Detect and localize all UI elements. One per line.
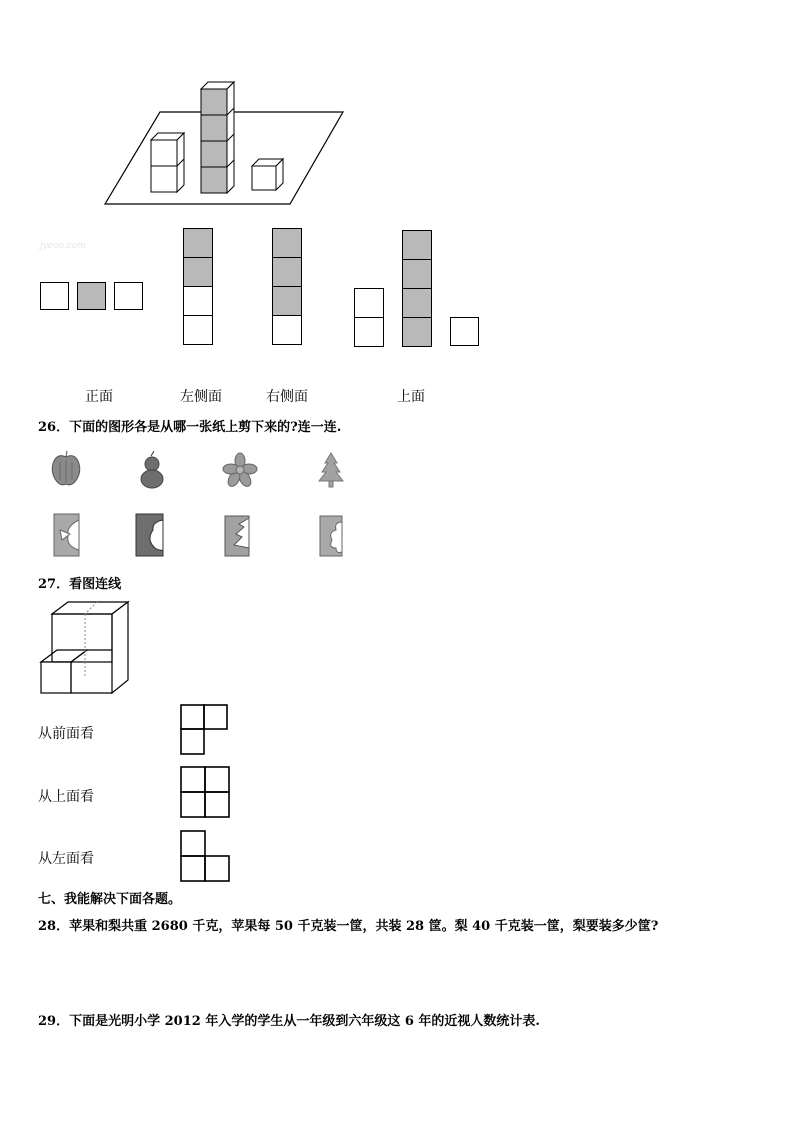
grid-left-view xyxy=(180,830,232,884)
section-7-heading: 七、我能解决下面各题。 xyxy=(38,892,182,907)
question-29: 29．下面是光明小学 2012 年入学的学生从一年级到六年级这 6 年的近视人数统计表. xyxy=(38,1014,540,1029)
question-27: 27．看图连线 xyxy=(38,577,122,592)
front-view-text: 从前面看 xyxy=(38,726,94,742)
grid-top-view xyxy=(180,766,232,820)
left-view-text: 从左面看 xyxy=(38,851,94,867)
left-view-label: 左侧面 xyxy=(180,389,222,405)
right-view-label: 右侧面 xyxy=(266,389,308,405)
grid-front-view xyxy=(180,704,230,756)
question-28: 28．苹果和梨共重 2680 千克，苹果每 50 千克装一筐，共装 28 筐。梨 40 千克装一筐，梨要装多少筐? xyxy=(38,919,659,934)
top-view-label: 上面 xyxy=(397,389,425,405)
watermark: jyeoo.com xyxy=(40,241,86,251)
front-view-label: 正面 xyxy=(85,389,113,405)
question-26: 26．下面的图形各是从哪一张纸上剪下来的?连一连. xyxy=(38,420,342,435)
top-view-text: 从上面看 xyxy=(38,789,94,805)
